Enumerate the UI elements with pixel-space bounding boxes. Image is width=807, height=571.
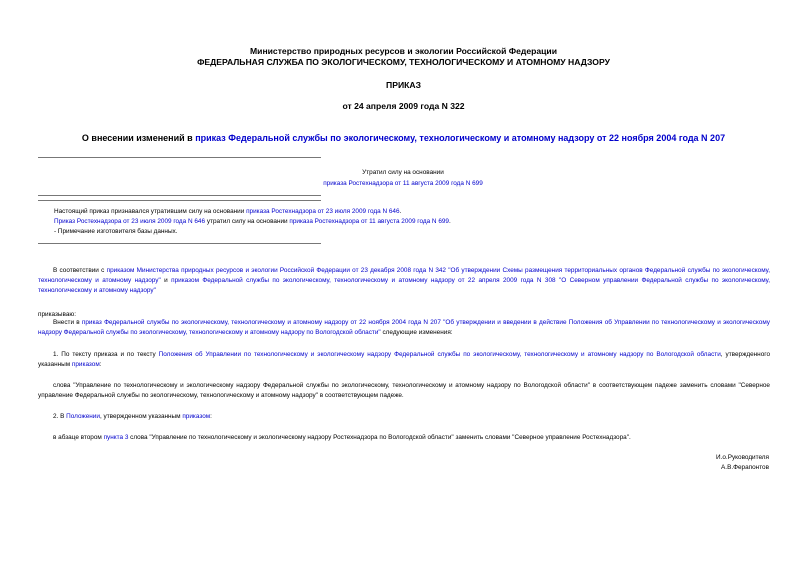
- note-link[interactable]: приказа Ростехнадзора от 11 августа 2009 года N 699: [289, 218, 449, 225]
- text: и: [160, 277, 172, 284]
- title-link[interactable]: приказ Федеральной службы по экологическому, технологическому и атомному надзору от 22 ноября 2004 года N 207: [195, 133, 726, 143]
- divider: [38, 195, 321, 196]
- note-line-1: [54, 207, 401, 216]
- status-link[interactable]: приказа Ростехнадзора от 11 августа 2009 года N 699: [323, 180, 483, 187]
- note-link[interactable]: Приказ Ростехнадзора от 23 июля 2009 года N 646: [54, 218, 206, 225]
- regulation-link[interactable]: Положении: [66, 413, 100, 420]
- note-text: Настоящий приказ признавался утратившим силу на основании: [54, 208, 247, 215]
- text: :: [99, 361, 102, 368]
- text: в абзаце втором: [53, 434, 104, 441]
- title-prefix: О внесении изменений в: [81, 133, 196, 143]
- note-line-3: - Примечание изготовителя базы данных.: [54, 228, 178, 235]
- text: 2. В: [53, 413, 67, 420]
- divider: [38, 243, 321, 244]
- paragraph-item-2: [38, 412, 770, 422]
- text: , утвержденного указанным: [38, 351, 770, 368]
- service-name: ФЕДЕРАЛЬНАЯ СЛУЖБА ПО ЭКОЛОГИЧЕСКОМУ, ТЕХНОЛОГИЧЕСКОМУ И АТОМНОМУ НАДЗОРУ: [197, 57, 610, 67]
- document-type: ПРИКАЗ: [386, 80, 421, 90]
- order-word: приказываю:: [38, 311, 76, 318]
- preamble-link-order-342[interactable]: приказом Министерства природных ресурсов и экологии Российской Федерации от 23 декабря 2008 года N 342 "Об утверждении Схемы размещения территориальных органов Федеральной службы по экологическому, технологическому и атомному надзору": [38, 267, 771, 284]
- paragraph-item-2-text: [38, 433, 770, 443]
- text: :: [210, 413, 212, 420]
- text: слова "Управление по технологическому и экологическому надзору Ростехнадзора по Вологодской области" заменить словами "Северное управление Ростехнадзора".: [128, 434, 631, 441]
- paragraph-preamble: [38, 266, 770, 296]
- text: 1. По тексту приказа и по тексту: [53, 351, 159, 358]
- page-title: [0, 133, 807, 144]
- status-line: Утратил силу на основании: [362, 169, 444, 176]
- preamble-link-order-308[interactable]: приказом Федеральной службы по экологическому, технологическому и атомному надзору от 22 апреля 2009 года N 308 "О Северном управлении Федеральной службы по экологическому, технологическому и атомному надзору": [38, 277, 771, 294]
- text: В соответствии с: [53, 267, 107, 274]
- paragraph-words-replace: слова "Управление по технологическому и экологическому надзору Федеральной службы по экологическому, технологическому и атомному надзору по Вологодской области" в соответствующем падеже заменить словами "Северное управление Федеральной службы по экологическому, технологическому и атомному надзору" в соответствующем падеже.: [38, 382, 770, 399]
- paragraph-item-1: [38, 350, 770, 370]
- signature-name: А.В.Ферапонтов: [721, 464, 769, 471]
- ministry-name: Министерство природных ресурсов и экологии Российской Федерации: [250, 46, 557, 56]
- divider: [38, 157, 321, 158]
- paragraph-amend: [38, 318, 770, 338]
- document-date-number: от 24 апреля 2009 года N 322: [342, 101, 465, 111]
- order-link[interactable]: приказом: [182, 413, 211, 420]
- text: , утвержденном указанным: [99, 413, 183, 420]
- clause-3-link[interactable]: пункта 3: [103, 434, 129, 441]
- text: следующие изменения:: [380, 329, 453, 336]
- divider: [38, 200, 321, 201]
- regulation-link[interactable]: Положения об Управлении по технологическому и экологическому надзору Федеральной службы по экологическому, технологическому и атомному надзору по Вологодской области: [158, 351, 721, 358]
- note-text: утратил силу на основании: [205, 218, 290, 225]
- note-text: .: [399, 208, 402, 215]
- note-text: .: [449, 218, 451, 225]
- note-link[interactable]: приказа Ростехнадзора от 23 июля 2009 года N 646: [246, 208, 400, 215]
- amended-order-link[interactable]: приказ Федеральной службы по экологическому, технологическому и атомному надзору от 22 ноября 2004 года N 207 "Об утверждении и введении в действие Положения об Управлении по технологическому и экологическому надзору Федеральной службы по экологическому, технологическому и атомному надзору по Вологодской области": [38, 319, 770, 336]
- text: Внести в: [53, 319, 82, 326]
- signature-role: И.о.Руководителя: [716, 454, 769, 461]
- order-link[interactable]: приказом: [71, 361, 100, 368]
- note-line-2: [54, 217, 451, 226]
